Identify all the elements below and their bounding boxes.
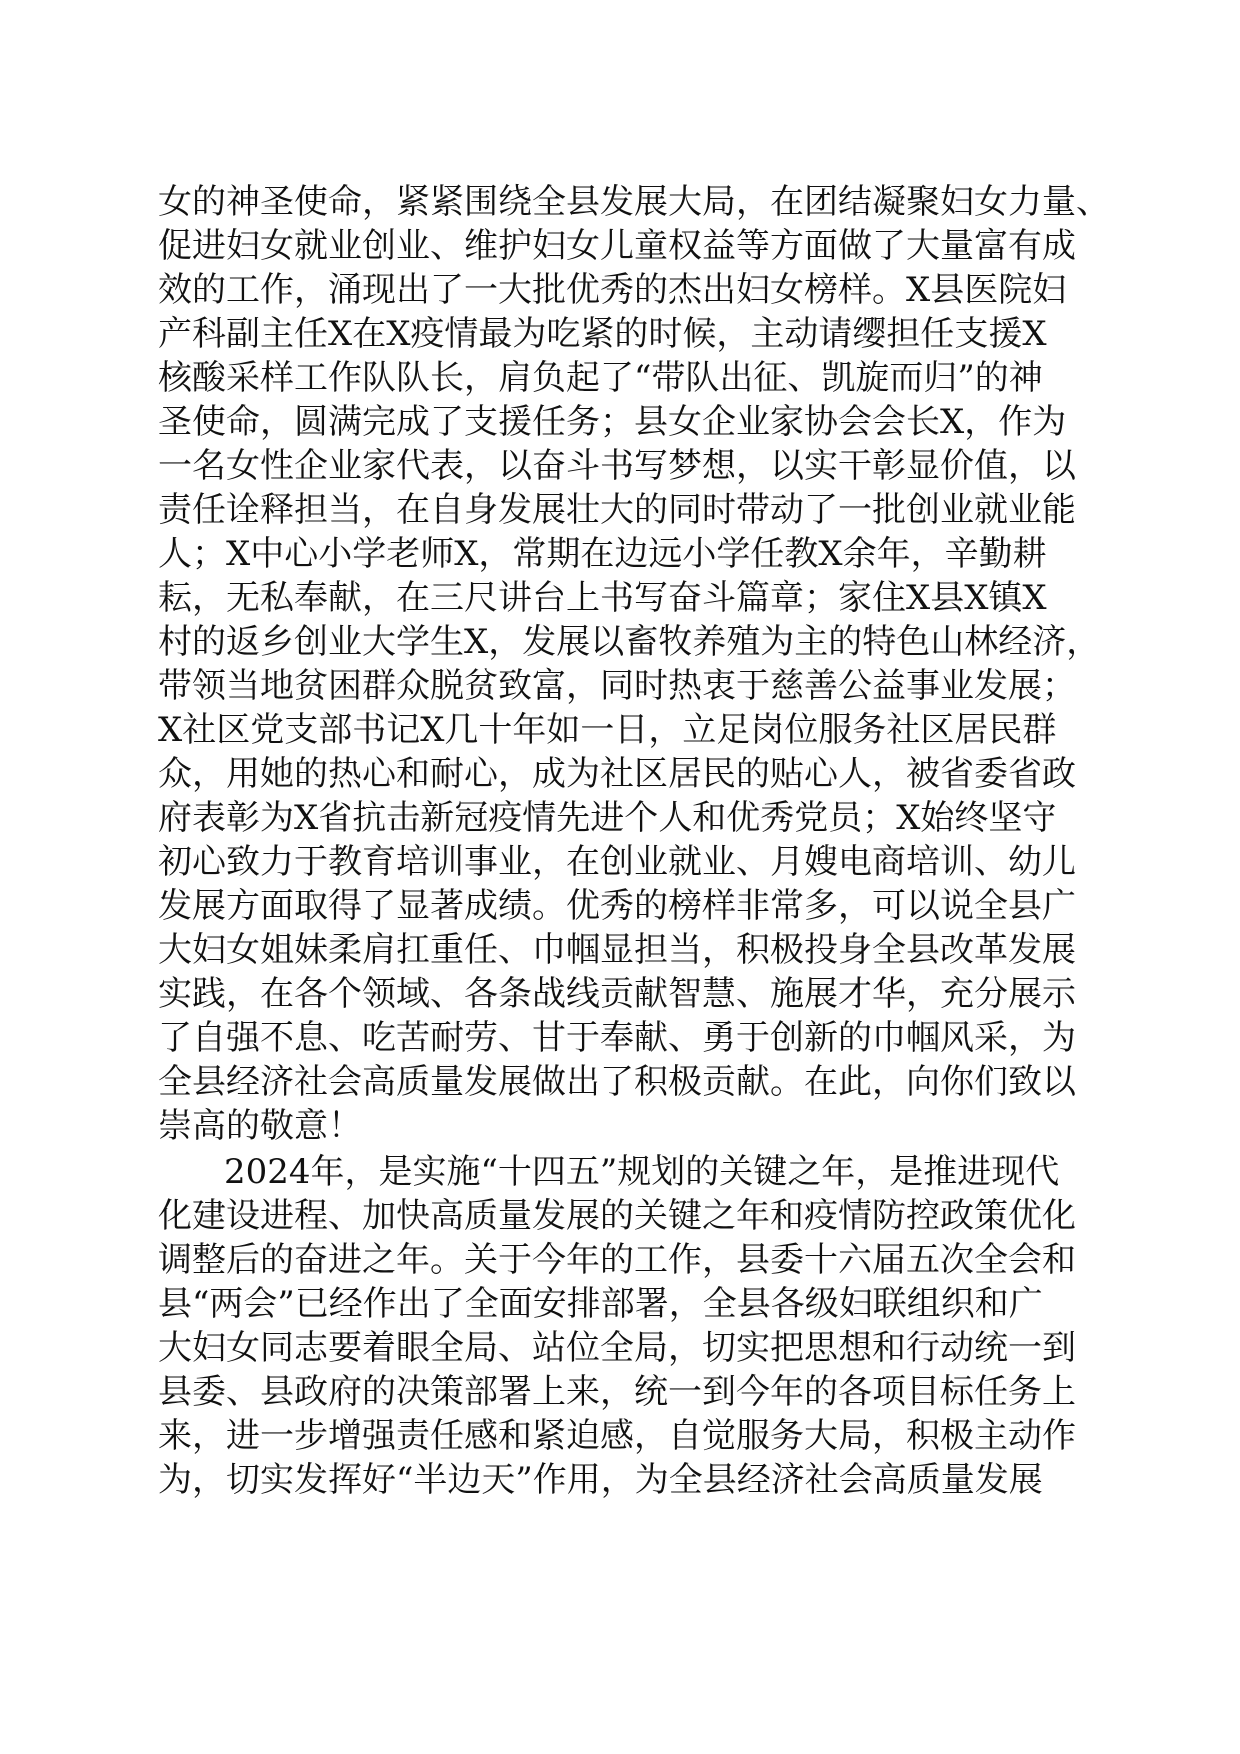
text-line: 崇高的敬意！ [158, 1106, 362, 1146]
text-line: 责任诠释担当，在自身发展壮大的同时带动了一批创业就业能 [158, 490, 1076, 530]
text-line: 众，用她的热心和耐心，成为社区居民的贴心人，被省委省政 [158, 754, 1076, 794]
text-line: 初心致力于教育培训事业，在创业就业、月嫂电商培训、幼儿 [158, 842, 1076, 882]
text-line: 发展方面取得了显著成绩。优秀的榜样非常多，可以说全县广 [158, 886, 1076, 926]
text-line: 为，切实发挥好“半边天”作用，为全县经济社会高质量发展 [158, 1460, 1043, 1500]
text-line: 大妇女姐妹柔肩扛重任、巾帼显担当，积极投身全县改革发展 [158, 930, 1076, 970]
text-line: 化建设进程、加快高质量发展的关键之年和疫情防控政策优化 [158, 1196, 1076, 1236]
text-line: 女的神圣使命，紧紧围绕全县发展大局，在团结凝聚妇女力量、 [158, 182, 1110, 222]
text-line: X社区党支部书记X几十年如一日，立足岗位服务社区居民群 [158, 710, 1057, 750]
text-line: 县“两会”已经作出了全面安排部署，全县各级妇联组织和广 [158, 1284, 1043, 1324]
text-line: 实践，在各个领域、各条战线贡献智慧、施展才华，充分展示 [158, 974, 1076, 1014]
text-line: 耘，无私奉献，在三尺讲台上书写奋斗篇章；家住X县X镇X [158, 578, 1047, 618]
text-line: 大妇女同志要着眼全局、站位全局，切实把思想和行动统一到 [158, 1328, 1076, 1368]
text-line: 来，进一步增强责任感和紧迫感，自觉服务大局，积极主动作 [158, 1416, 1076, 1456]
text-line: 核酸采样工作队队长，肩负起了“带队出征、凯旋而归”的神 [158, 358, 1043, 398]
text-line: 府表彰为X省抗击新冠疫情先进个人和优秀党员；X始终坚守 [158, 798, 1057, 838]
text-line: 调整后的奋进之年。关于今年的工作，县委十六届五次全会和 [158, 1240, 1076, 1280]
text-line: 村的返乡创业大学生X，发展以畜牧养殖为主的特色山林经济， [158, 622, 1101, 662]
text-line: 带领当地贫困群众脱贫致富，同时热衷于慈善公益事业发展； [158, 666, 1076, 706]
text-line: 人；X中心小学老师X，常期在边远小学任教X余年，辛勤耕 [158, 534, 1047, 574]
text-line: 产科副主任X在X疫情最为吃紧的时候，主动请缨担任支援X [158, 314, 1047, 354]
text-line: 县委、县政府的决策部署上来，统一到今年的各项目标任务上 [158, 1372, 1076, 1412]
text-line: 效的工作，涌现出了一大批优秀的杰出妇女榜样。X县医院妇 [158, 270, 1067, 310]
text-line: 一名女性企业家代表，以奋斗书写梦想，以实干彰显价值，以 [158, 446, 1076, 486]
paragraph-first-line: 2024年，是实施“十四五”规划的关键之年，是推进现代 [224, 1152, 1060, 1192]
text-line: 圣使命，圆满完成了支援任务；县女企业家协会会长X，作为 [158, 402, 1067, 442]
text-line: 全县经济社会高质量发展做出了积极贡献。在此，向你们致以 [158, 1062, 1076, 1102]
text-line: 了自强不息、吃苦耐劳、甘于奉献、勇于创新的巾帼风采，为 [158, 1018, 1076, 1058]
text-line: 促进妇女就业创业、维护妇女儿童权益等方面做了大量富有成 [158, 226, 1076, 266]
